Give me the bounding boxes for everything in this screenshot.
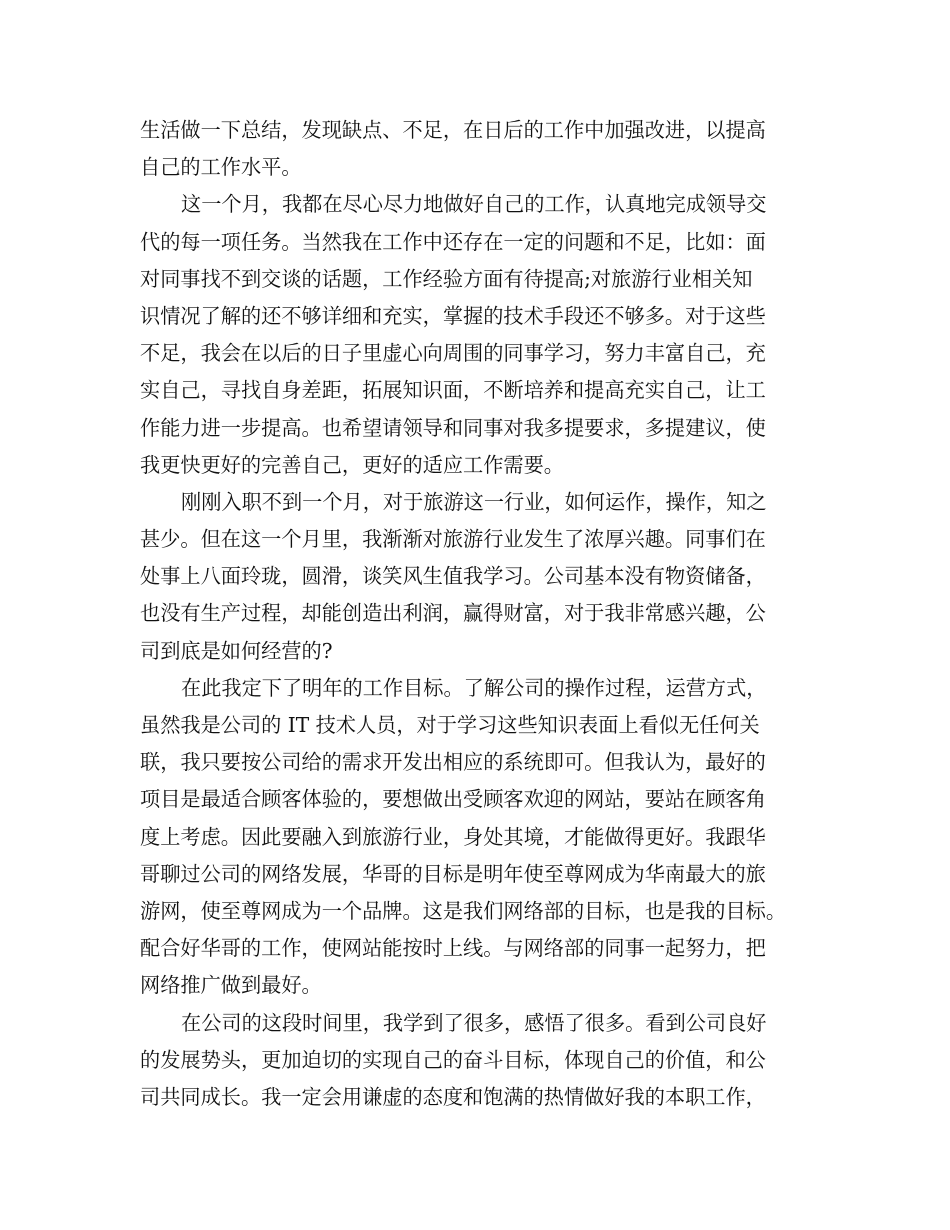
text-line-27: 司共同成长。我一定会用谦虚的态度和饱满的热情做好我的本职工作， bbox=[140, 1084, 766, 1109]
text-line-24: 网络推广做到最好。 bbox=[140, 973, 322, 998]
text-line-26: 的发展势头，更加迫切的实现自己的奋斗目标，体现自己的价值，和公 bbox=[140, 1047, 766, 1072]
body-text bbox=[140, 112, 830, 1116]
text-line-19: 项目是最适合顾客体验的，要想做出受顾客欢迎的网站，要站在顾客角 bbox=[140, 787, 766, 812]
text-line-21: 哥聊过公司的网络发展，华哥的目标是明年使至尊网成为华南最大的旅 bbox=[140, 861, 766, 886]
text-line-1: 生活做一下总结，发现缺点、不足，在日后的工作中加强改进，以提高 bbox=[140, 118, 766, 142]
text-line-8: 实自己，寻找自身差距，拓展知识面，不断培养和提高充实自己，让工 bbox=[140, 378, 766, 403]
text-line-14: 也没有生产过程，却能创造出利润，赢得财富，对于我非常感兴趣，公 bbox=[140, 601, 766, 626]
text-line-4: 代的每一项任务。当然我在工作中还存在一定的问题和不足，比如：面 bbox=[140, 229, 766, 254]
text-line-2: 自己的工作水平。 bbox=[140, 155, 302, 180]
text-line-25: 在公司的这段时间里，我学到了很多，感悟了很多。看到公司良好 bbox=[181, 1010, 767, 1035]
text-line-23: 配合好华哥的工作，使网站能按时上线。与网络部的同事一起努力，把 bbox=[140, 936, 766, 961]
text-line-13: 处事上八面玲珑，圆滑，谈笑风生值我学习。公司基本没有物资储备， bbox=[140, 564, 766, 589]
text-line-10: 我更快更好的完善自己，更好的适应工作需要。 bbox=[140, 452, 564, 477]
text-line-9: 作能力进一步提高。也希望请领导和同事对我多提要求，多提建议，使 bbox=[140, 415, 766, 440]
text-line-22: 游网，使至尊网成为一个品牌。这是我们网络部的目标，也是我的目标。 bbox=[140, 898, 787, 923]
text-line-5: 对同事找不到交谈的话题，工作经验方面有待提高;对旅游行业相关知 bbox=[140, 266, 753, 291]
text-line-3: 这一个月，我都在尽心尽力地做好自己的工作，认真地完成领导交 bbox=[181, 192, 767, 217]
text-line-7: 不足，我会在以后的日子里虚心向周围的同事学习，努力丰富自己，充 bbox=[140, 341, 766, 366]
text-line-18: 联，我只要按公司给的需求开发出相应的系统即可。但我认为，最好的 bbox=[140, 750, 766, 775]
text-line-17: 虽然我是公司的 IT 技术人员，对于学习这些知识表面上看似无任何关 bbox=[140, 713, 760, 737]
text-line-6: 识情况了解的还不够详细和充实，掌握的技术手段还不够多。对于这些 bbox=[140, 303, 766, 328]
text-line-15: 司到底是如何经营的? bbox=[140, 638, 333, 663]
text-line-11: 刚刚入职不到一个月，对于旅游这一行业，如何运作，操作，知之 bbox=[181, 489, 767, 514]
text-line-12: 甚少。但在这一个月里，我渐渐对旅游行业发生了浓厚兴趣。同事们在 bbox=[140, 527, 766, 552]
text-line-16: 在此我定下了明年的工作目标。了解公司的操作过程，运营方式， bbox=[181, 675, 767, 700]
text-line-20: 度上考虑。因此要融入到旅游行业，身处其境，才能做得更好。我跟华 bbox=[140, 824, 766, 849]
